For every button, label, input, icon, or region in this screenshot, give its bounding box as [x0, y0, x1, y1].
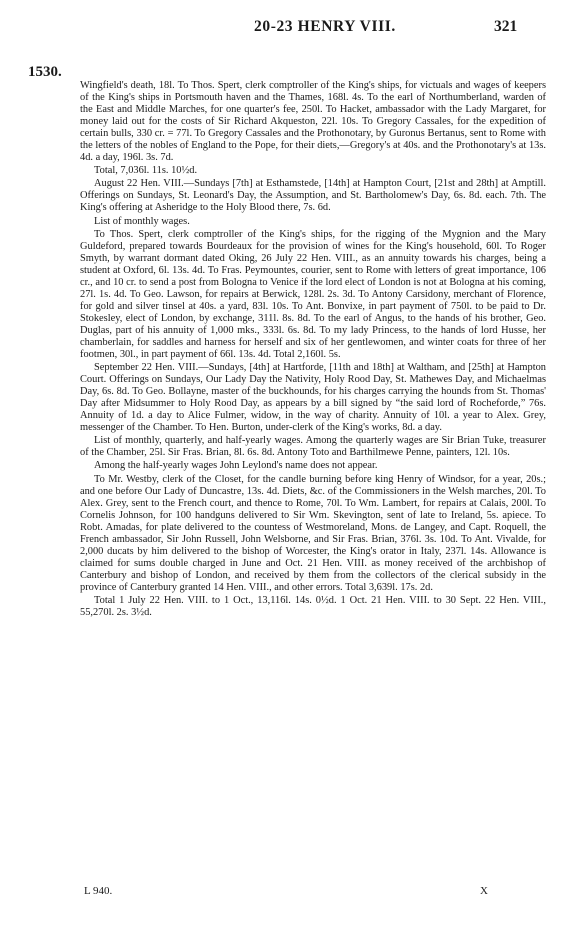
- paragraph: Total, 7,036l. 11s. 10½d.: [94, 165, 198, 177]
- paragraph: Wingfield's death, 18l. To Thos. Spert, clerk comptroller of the King's ships, for victuals and wages of keepers of the King's ships in Portsmouth haven and the Thames, 168l. 4s. To the earl of Northumberland, warden of the East and Middle Marches, for one quarter's fee, 250l. To Hacket, ambassador with the Lady Margaret, for money laid out for the costs of Sir Richard Akqueston, 22l. 10s. To Gregory Cassales, for the expedition of certain bulls, 330 cr. = 77l. To Gregory Cassales and the Prothonotary, by Guronus Bertanus, sent to Rome with the letters of the nobles of England to the Pope, for their diets,—Gregory's at 40s. and the Prothonotary's at 13s. 4d. a day, 196l. 3s. 7d.: [80, 80, 546, 164]
- paragraph: September 22 Hen. VIII.—Sundays, [4th] at Hartforde, [11th and 18th] at Waltham, and [25th] at Hampton Court. Offerings on Sundays, Our Lady Day the Nativity, Holy Rood Day, St. Mathewes Day, and Michaelmas Day, 6s. 8d. To Geo. Bollayne, master of the buckhounds, for his charges carrying the hounds from St. Thomas' Day after Midsummer to Holy Rood Day, as appears by a bill signed by “the said lord of Rocheforde,” 76s. Annuity of 1d. a day to Alice Fulmer, widow, in the way of charity. Annuity of 10l. a year to Alex. Grey, messenger of the Chamber. To Hen. Burton, under-clerk of the King's works, 8d. a day.: [80, 362, 546, 434]
- paragraph: List of monthly wages.: [94, 215, 190, 227]
- paragraph: Among the half-yearly wages John Leylond's name does not appear.: [94, 460, 378, 472]
- page-number: 321: [494, 18, 518, 35]
- signature-mark: L 940.: [84, 885, 113, 897]
- paragraph: List of monthly, quarterly, and half-yearly wages. Among the quarterly wages are Sir Brian Tuke, treasurer of the Chamber, 25l. Sir Fras. Brian, 8l. 6s. 8d. Antony Toto and Barthilmewe Penne, painters, 12l. 10s.: [80, 435, 546, 459]
- running-header: [0, 16, 567, 40]
- paragraph: To Mr. Westby, clerk of the Closet, for the candle burning before king Henry of Windsor, for a year, 20s.; and one before Our Lady of Duncastre, 13s. 4d. Diets, &c. of the Commissioners in the Welsh marches, 20l. To Alex. Grey, sent to the French court, and thence to Rome, 70l. To Wm. Lambert, for repairs at Calais, 200l. To Cornelis Johnson, for 100 handguns delivered to Sir Wm. Skevington, sent of late to Ireland, 5s. apiece. To Robt. Amadas, for plate delivered to the countess of Westmoreland, Mons. de Langey, and Capt. Roquell, the French ambassador, Sir John Russell, John Welsborne, and Sir Fras. Brian, 376l. 3s. 10d. To Ant. Vivalde, for 2,000 ducats by him delivered to the bishop of Worcester, the King's orator in Italy, 237l. 14s. Allowance is claimed for sums double charged in June and Oct. 21 Hen. VIII. as money received of the archbishop of Canterbury and bishop of London, and received by them from the collectors of the clerical subsidy in the province of Canterbury granted 14 Hen. VIII., and other errors. Total 3,639l. 17s. 2d.: [80, 473, 546, 593]
- paragraph: To Thos. Spert, clerk comptroller of the King's ships, for the rigging of the Mygnion and the Mary Guldeford, prepared towards Bourdeaux for the provision of wines for the King's household, 60l. To Roger Smyth, by warrant dormant dated Oking, 26 July 22 Hen. VIII., as an annuity towards his charges, being a student at Oxford, 6l. 13s. 4d. To Fras. Peymountes, courier, sent to Rome with letters of great importance, 106 cr., and 10 cr. to send a post from Bologna to Venice if the lord elect of London is not at Bologna at his coming, 27l. 1s. 4d. To Geo. Lawson, for repairs at Berwick, 128l. 2s. 3d. To Antony Carsidony, merchant of Florence, for gold and silver tinsel at 40s. a yard, 83l. 10s. To Ant. Bonvixe, in part payment of 750l. to be paid to Dr. Stokesley, elect of London, by exchange, 311l. 8s. 8d. To the earl of Angus, to the hands of his brother, Geo. Duglas, part of his annuity of 1,000 mks., 333l. 6s. 8d. To my lady Princess, to the hands of lord Husse, her chamberlain, for saddles and harness for herself and six of her gentlewomen, and winter coats for three of her footmen, 30l., in part payment of 66l. 13s. 4d. Total 2,160l. 5s.: [80, 228, 546, 361]
- paragraph: Total 1 July 22 Hen. VIII. to 1 Oct., 13,116l. 14s. 0½d. 1 Oct. 21 Hen. VIII. to 30 Sept. 22 Hen. VIII., 55,270l. 2s. 3½d.: [80, 594, 546, 619]
- header-title: 20-23 HENRY VIII.: [254, 18, 396, 35]
- sheet-mark: X: [480, 885, 488, 897]
- year-marginal: 1530.: [28, 64, 62, 80]
- document-body: [80, 80, 546, 620]
- paragraph: August 22 Hen. VIII.—Sundays [7th] at Esthamstede, [14th] at Hampton Court, [21st and 28th] at Amptill. Offerings on Sundays, St. Leonard's Day, the Assumption, and St. Bartholomew's Day, 6s. 8d. each. 7th. The King's offering at Asheridge to the Holy Blood there, 7s. 6d.: [80, 178, 546, 214]
